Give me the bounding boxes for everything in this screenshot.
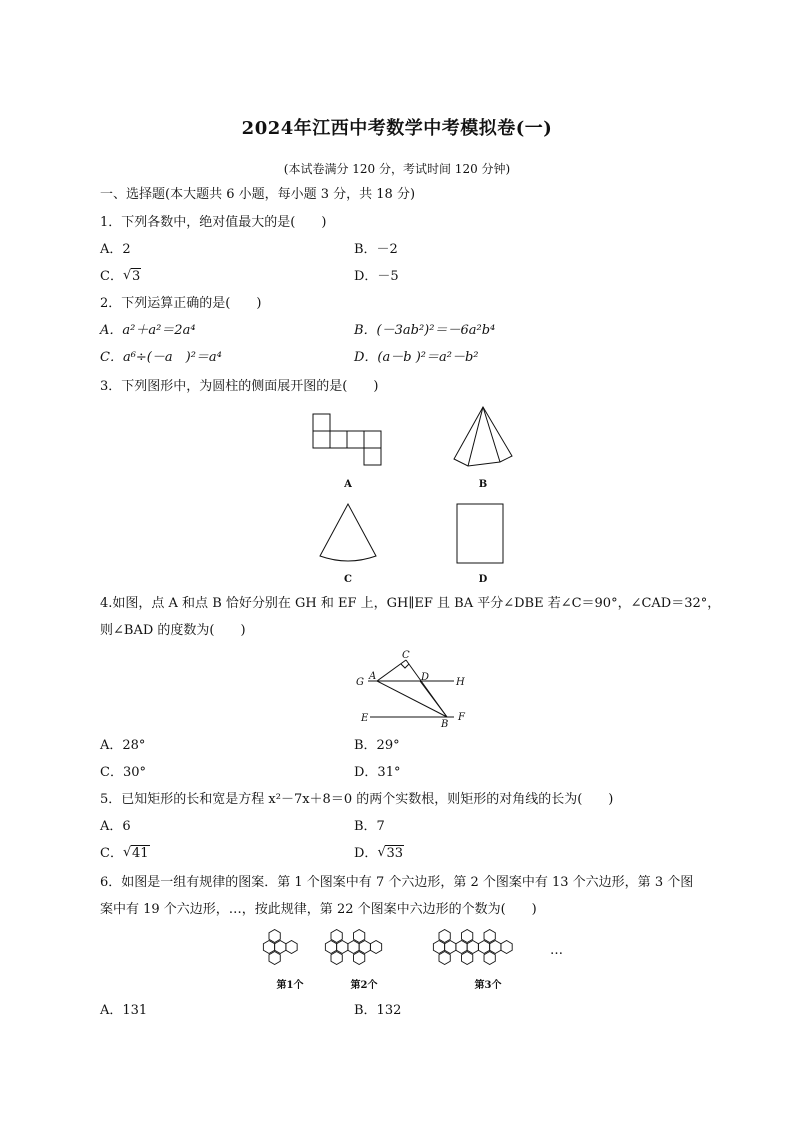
point-f-label: F [458,712,465,723]
pattern-2-caption: 第2个 [350,980,378,991]
q4-option-d: D．31° [354,765,401,780]
sqrt-symbol: √ 3 [122,268,141,284]
figure-c-sector [314,500,382,566]
q6-option-b: B．132 [354,1003,402,1018]
pattern-3-hexagon [467,941,478,954]
q4-option-b: B．29° [354,738,400,753]
q6-option-a: A．131 [100,1003,148,1018]
sqrt-symbol: √ 33 [377,845,403,861]
q1-option-d: D．－5 [354,269,399,284]
q5-option-d-radicand: 33 [386,846,403,861]
q1-option-c-prefix: C． [100,269,123,284]
pattern-1-hexagon [275,941,286,954]
figure-a-cube-net [310,412,390,470]
q5-option-b: B．7 [354,819,385,834]
q1-option-a: A．2 [100,242,131,257]
q5-option-d-prefix: D． [354,846,378,861]
q5-option-d [354,845,404,863]
pattern-3-hexagon [433,941,444,954]
q1-option-b: B．－2 [354,242,398,257]
section-heading: 一、选择题(本大题共 6 小题，每小题 3 分，共 18 分) [100,187,416,202]
point-c-label: C [402,650,410,661]
q2-option-c: C．a⁶÷(－a )²＝a⁴ [100,350,222,365]
figure-b-pyramid [450,404,516,468]
pattern-3-hexagon [439,952,450,965]
page-title: 2024年江西中考数学中考模拟卷(一) [241,118,553,139]
point-b-label: B [441,719,449,730]
point-e-label: E [361,713,369,724]
pattern-1-hexagon [286,941,297,954]
sqrt-symbol: √ 41 [122,845,149,861]
pattern-3-hexagon [484,952,495,965]
q1-option-c [100,268,141,286]
pattern-2-hexagon [331,930,342,943]
pattern-1-hexagon [263,941,274,954]
q5-option-c-radicand: 41 [131,846,149,861]
pattern-2-hexagon [348,941,359,954]
q5-option-a: A．6 [100,819,131,834]
q2-option-a: A．a²＋a²＝2a⁴ [100,323,196,338]
question-5-stem: 5．已知矩形的长和宽是方程 x²－7x＋8＝0 的两个实数根，则矩形的对角线的长为( ) [100,792,614,807]
pattern-3-hexagon [501,941,512,954]
q5-option-c [100,845,150,863]
pattern-3-hexagon [490,941,501,954]
question-6-line-1: 6．如图是一组有规律的图案．第 1 个图案中有 7 个六边形，第 2 个图案中有 13 个六边形，第 3 个图 [100,875,694,890]
pattern-3-hexagon [462,952,473,965]
pattern-2-hexagon [354,952,365,965]
pattern-1-caption: 第1个 [276,980,304,991]
figure-a-label: A [344,479,352,490]
question-6-line-2: 案中有 19 个六边形，…，按此规律，第 22 个图案中六边形的个数为( ) [100,902,537,917]
question-3-stem: 3．下列图形中，为圆柱的侧面展开图的是( ) [100,379,379,394]
point-d-label: D [421,672,430,683]
question-1-stem: 1．下列各数中，绝对值最大的是( ) [100,215,327,230]
point-g-label: G [356,677,364,688]
point-a-label: A [369,671,377,682]
pattern-3-hexagon [484,930,495,943]
figure-d-label: D [478,574,488,585]
pattern-2-hexagon [354,930,365,943]
question-2-stem: 2．下列运算正确的是( ) [100,296,262,311]
pattern-3-hexagon [462,930,473,943]
figure-d-rectangle [455,502,507,566]
pattern-3-caption: 第3个 [474,980,502,991]
pattern-3-hexagon [439,930,450,943]
point-h-label: H [456,677,465,688]
pattern-1-hexagon [269,930,280,943]
q6-hexagon-patterns [255,926,565,976]
pattern-2-hexagon [325,941,336,954]
pattern-3-hexagon [456,941,467,954]
q2-option-d: D．(a－b )²＝a²－b² [354,350,479,365]
q4-option-c: C．30° [100,765,146,780]
exam-info: (本试卷满分 120 分，考试时间 120 分钟) [283,162,511,176]
pattern-2-hexagon [331,952,342,965]
pattern-2-hexagon [370,941,381,954]
pattern-1-hexagon [269,952,280,965]
q1-option-c-radicand: 3 [131,269,141,284]
pattern-3-hexagon [478,941,489,954]
pattern-ellipsis: … [550,943,563,958]
question-4-line-2: 则∠BAD 的度数为( ) [100,623,246,638]
figure-b-label: B [478,479,488,490]
pattern-2-hexagon [337,941,348,954]
q4-option-a: A．28° [100,738,146,753]
q5-option-c-prefix: C． [100,846,123,861]
figure-c-label: C [344,574,352,585]
question-4-line-1: 4.如图，点 A 和点 B 恰好分别在 GH 和 EF 上，GH∥EF 且 BA 平分∠DBE 若∠C＝90°，∠CAD＝32°， [100,596,721,611]
pattern-2-hexagon [359,941,370,954]
q2-option-b: B．(－3ab²)²＝－6a²b⁴ [354,323,496,338]
pattern-3-hexagon [445,941,456,954]
